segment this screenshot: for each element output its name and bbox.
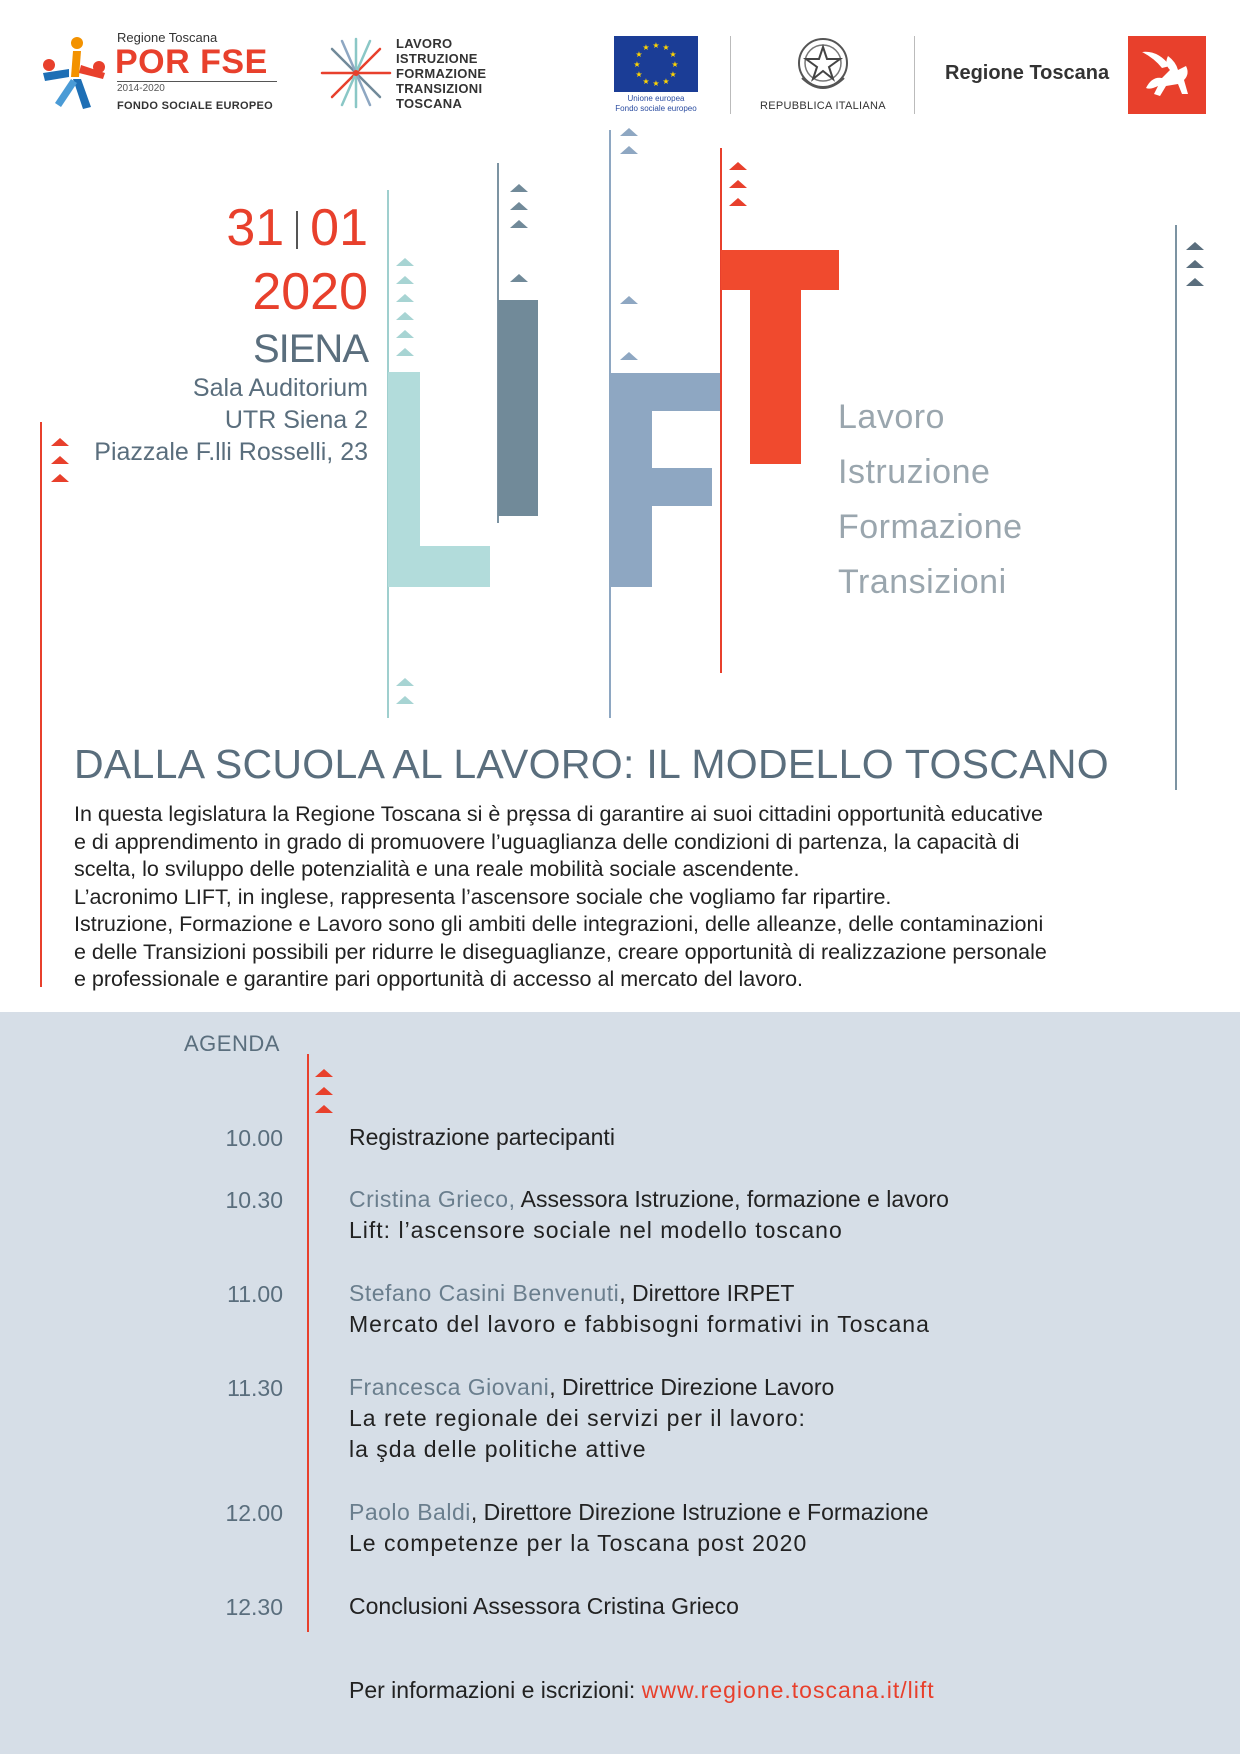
agenda-role: , Direttore IRPET	[619, 1280, 795, 1306]
lift-logo-line: ISTRUZIONE	[396, 51, 478, 66]
event-day: 31	[226, 199, 285, 257]
agenda-topic: La rete regionale dei servizi per il lavoro:	[349, 1405, 806, 1431]
svg-text:★: ★	[652, 41, 660, 50]
agenda-time: 11.30	[227, 1375, 283, 1401]
por-fse-region: Regione Toscana	[117, 30, 218, 45]
agenda-topic: la şda delle politiche attive	[349, 1436, 647, 1462]
por-fse-fund: FONDO SOCIALE EUROPEO	[117, 100, 274, 112]
lift-word: Formazione	[838, 508, 1023, 546]
header-separator	[730, 36, 731, 114]
eu-caption-line2: Fondo sociale europeo	[615, 104, 697, 113]
agenda-label: AGENDA	[184, 1031, 280, 1056]
eu-caption	[612, 94, 700, 114]
lift-logo-line: LAVORO	[396, 36, 453, 51]
body-text	[74, 801, 1174, 994]
lift-logo-text	[396, 36, 486, 111]
lift-word: Istruzione	[838, 453, 991, 491]
svg-text:★: ★	[635, 50, 643, 59]
agenda-item	[349, 1591, 739, 1622]
agenda-time: 11.00	[227, 1281, 283, 1307]
body-line: e di apprendimento in grado di promuovere l’uguaglianza delle condizioni di partenza, la capacità di	[74, 829, 1020, 854]
lift-header-logo	[318, 35, 518, 115]
agenda-speaker: Paolo Baldi	[349, 1499, 471, 1525]
por-fse-logo	[35, 30, 285, 115]
lift-word: Lavoro	[838, 398, 945, 436]
body-line: L’acronimo LIFT, in inglese, rappresenta l’ascensore sociale che vogliamo far ripartire.	[74, 884, 892, 909]
agenda-item	[349, 1372, 834, 1465]
agenda-time: 12.30	[225, 1594, 283, 1620]
event-venue	[40, 372, 368, 468]
letter-t-stem	[750, 250, 801, 464]
lift-logo-line: TOSCANA	[396, 96, 463, 111]
red-rule	[720, 148, 722, 673]
agenda-time: 10.30	[225, 1187, 283, 1213]
agenda-item	[349, 1497, 929, 1559]
agenda-item	[349, 1278, 930, 1340]
lift-star-icon	[318, 35, 394, 111]
agenda-section	[0, 1012, 1240, 1754]
lift-words	[838, 390, 1023, 610]
lift-logo-line: TRANSIZIONI	[396, 81, 483, 96]
agenda-role: , Direttrice Direzione Lavoro	[549, 1374, 835, 1400]
por-fse-name: POR FSE	[115, 43, 268, 81]
svg-text:★: ★	[635, 70, 643, 79]
body-line: e professionale e garantire pari opportunità di accesso al mercato del lavoro.	[74, 967, 804, 991]
agenda-item	[349, 1122, 615, 1153]
agenda-role: , Direttore Direzione Istruzione e Formazione	[470, 1499, 929, 1525]
header-separator	[914, 36, 915, 114]
body-line: In questa legislatura la Regione Toscana si è prȩssa di garantire ai suoi cittadini opportunità educative	[74, 802, 1043, 826]
svg-text:★: ★	[652, 79, 660, 88]
por-fse-years: 2014-2020	[117, 83, 165, 94]
repubblica-caption: REPUBBLICA ITALIANA	[760, 100, 886, 112]
letter-f-top	[610, 373, 720, 411]
eu-flag-icon	[614, 36, 698, 92]
agenda-topic: Mercato del lavoro e fabbisogni formativi in Toscana	[349, 1311, 930, 1337]
body-line: Istruzione, Formazione e Lavoro sono gli ambiti delle integrazioni, delle alleanze, delle contaminazioni	[74, 912, 1044, 936]
agenda-topic: Lift: l’ascensore sociale nel modello toscano	[349, 1217, 843, 1243]
agenda-topic: Le competenze per la Toscana post 2020	[349, 1530, 808, 1556]
agenda-time: 10.00	[225, 1125, 283, 1151]
info-line	[349, 1677, 935, 1704]
svg-text:★: ★	[669, 50, 677, 59]
agenda-rule	[307, 1054, 309, 1632]
svg-text:★: ★	[642, 43, 650, 52]
agenda-speaker: Cristina Grieco,	[349, 1186, 516, 1212]
eu-logo	[612, 36, 700, 116]
repubblica-logo	[752, 34, 892, 116]
venue-line: Sala Auditorium	[192, 374, 368, 402]
agenda-speaker: Stefano Casini Benvenuti	[349, 1280, 620, 1306]
lift-logo-line: FORMAZIONE	[396, 66, 487, 81]
date-divider	[296, 211, 298, 249]
event-month: 01	[310, 199, 368, 257]
agenda-role: Assessora Istruzione, formazione e lavoro	[515, 1186, 949, 1212]
emblem-icon	[794, 34, 852, 96]
por-fse-divider	[117, 81, 277, 82]
letter-i	[498, 300, 538, 516]
pegaso-icon	[1128, 36, 1206, 114]
svg-text:★: ★	[669, 70, 677, 79]
por-fse-figure-icon	[35, 35, 115, 115]
body-line: scelta, lo sviluppo delle potenzialità e una reale mobilità sociale ascendente.	[74, 857, 800, 881]
agenda-role: Registrazione partecipanti	[349, 1124, 615, 1150]
body-line: e delle Transizioni possibili per ridurre le diseguaglianze, creare opportunità di realizzazione personale	[74, 939, 1047, 964]
letter-f-mid	[610, 468, 712, 506]
agenda-item	[349, 1184, 949, 1246]
event-day-month	[160, 198, 368, 260]
venue-line: Piazzale F.lli Rosselli, 23	[94, 438, 368, 466]
event-year: 2020	[252, 263, 368, 321]
right-slate-rule	[1175, 225, 1177, 790]
agenda-time: 12.00	[225, 1500, 283, 1526]
venue-line: UTR Siena 2	[224, 406, 368, 434]
svg-text:★: ★	[662, 77, 670, 86]
info-link[interactable]: www.regione.toscana.it/lift	[641, 1677, 935, 1703]
event-city: SIENA	[252, 327, 368, 371]
left-red-rule	[40, 422, 42, 987]
svg-text:★: ★	[633, 60, 641, 69]
regione-toscana-name: Regione Toscana	[945, 62, 1110, 84]
agenda-role: Conclusioni Assessora Cristina Grieco	[349, 1593, 739, 1619]
eu-caption-line1: Unione europea	[627, 94, 685, 103]
info-prefix: Per informazioni e iscrizioni:	[349, 1677, 642, 1703]
agenda-speaker: Francesca Giovani	[349, 1374, 550, 1400]
headline: DALLA SCUOLA AL LAVORO: IL MODELLO TOSCANO	[74, 741, 1109, 787]
svg-text:★: ★	[642, 77, 650, 86]
svg-text:★: ★	[662, 43, 670, 52]
svg-text:★: ★	[671, 60, 679, 69]
letter-l-foot	[388, 546, 490, 587]
lift-word: Transizioni	[838, 563, 1007, 601]
